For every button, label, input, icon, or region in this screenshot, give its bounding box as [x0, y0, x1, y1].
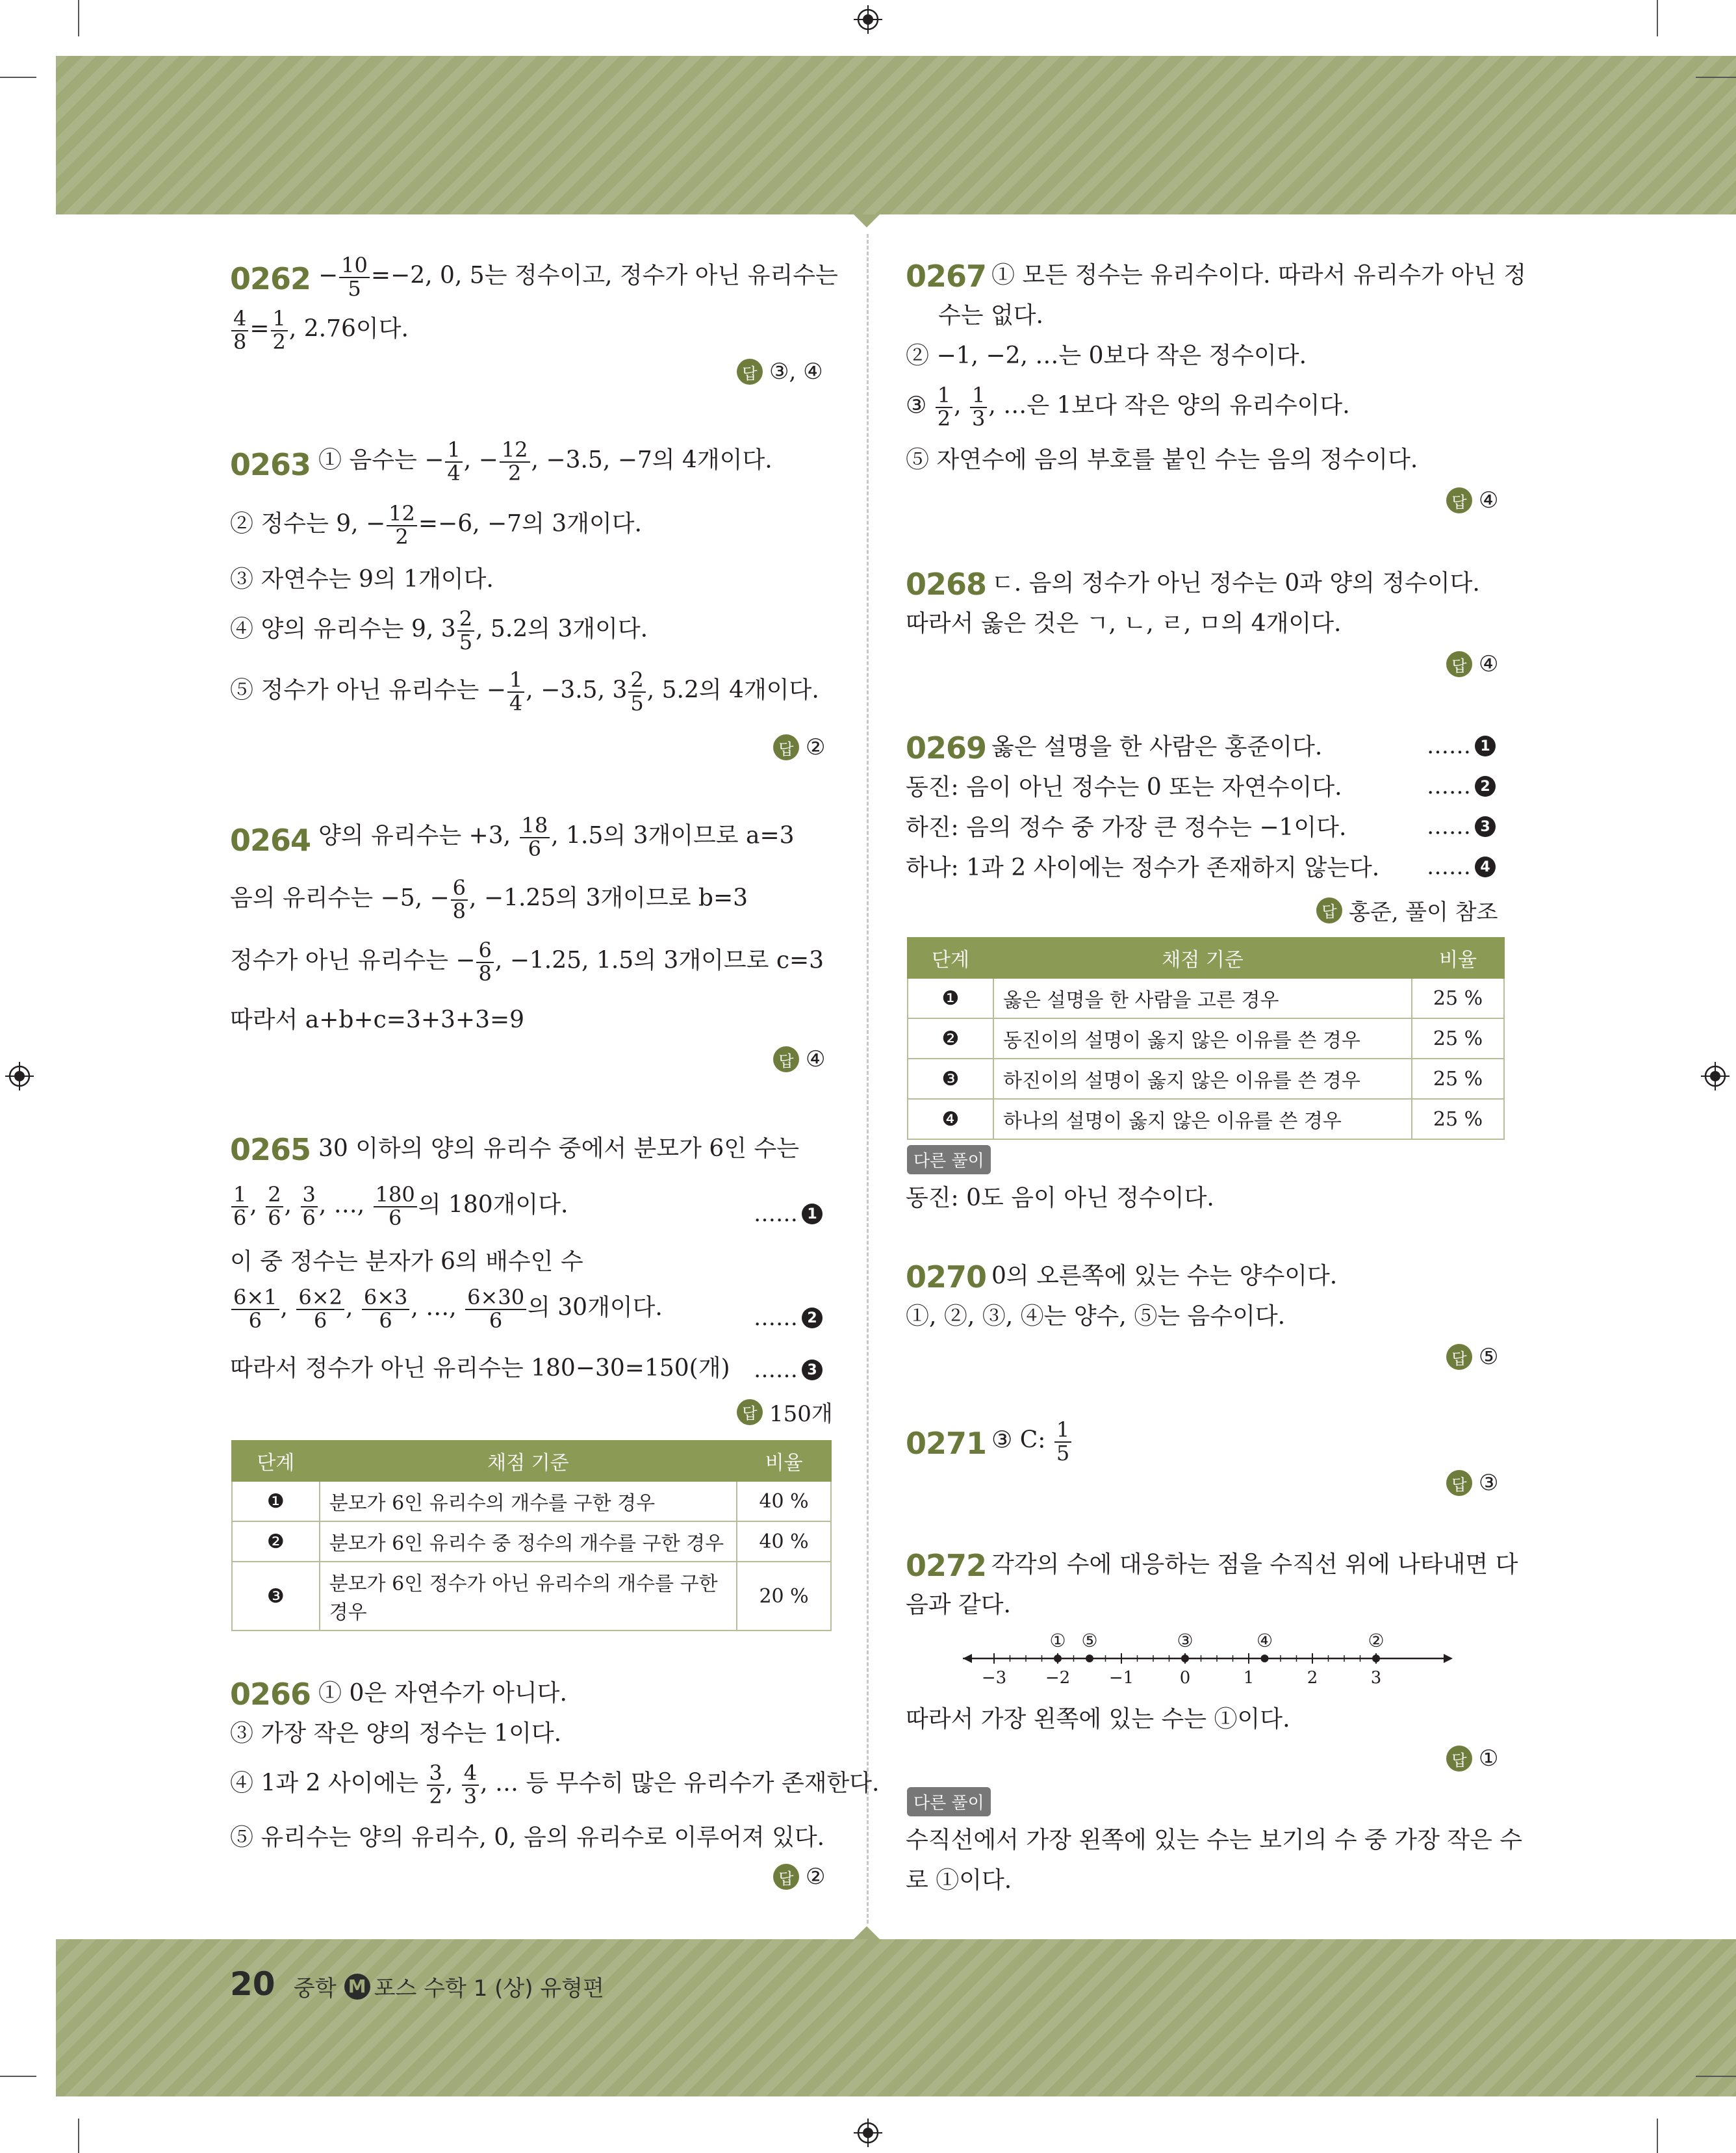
- problem-line: 하나: 1과 2 사이에는 정수가 존재하지 않는다.: [906, 855, 1380, 881]
- problem-number: 0263: [230, 447, 311, 482]
- fraction: $\frac{1}{2}$: [271, 308, 288, 353]
- step-marker: …… 3: [754, 1357, 823, 1383]
- problem-number: 0267: [906, 259, 987, 294]
- tick-label: 0: [1179, 1668, 1191, 1686]
- problem-line: $\frac{6\times 1}{6}$ , $\frac{6\times 2}{6}$ , $\frac{6\times 3}{6}$ , …, $\frac{6\times 30}{6}$ 의 30개이다.: [230, 1287, 663, 1332]
- number-line-point: [1372, 1655, 1380, 1662]
- tick-label: −1: [1108, 1668, 1134, 1686]
- step-marker: …… 4: [1427, 854, 1496, 880]
- answer: 답 ④: [773, 1046, 825, 1072]
- answer-badge: 답: [737, 359, 763, 385]
- number-line-point: [1181, 1655, 1189, 1662]
- table-row: ❹ 하나의 설명이 옳지 않은 이유를 쓴 경우 25 %: [908, 1099, 1504, 1139]
- answer: 답 홍준, 풀이 참조: [1316, 894, 1498, 926]
- point-label: ②: [1368, 1630, 1385, 1651]
- registration-mark-icon: [854, 5, 882, 34]
- table-row: ❶ 분모가 6인 유리수의 개수를 구한 경우 40 %: [232, 1481, 831, 1521]
- m-logo-icon: M: [344, 1974, 370, 2000]
- fraction: $\frac{4}{8}$: [231, 308, 248, 353]
- crop-mark: [1696, 2076, 1736, 2077]
- problem-number: 0272: [906, 1548, 987, 1583]
- alt-solution-text: 로 ①이다.: [906, 1867, 1012, 1894]
- tick-label: −3: [981, 1668, 1007, 1686]
- problem-line: 음과 같다.: [906, 1592, 1011, 1618]
- problem-line: ① 음수는 − $\frac{1}{4}$ , − $\frac{12}{2}$ , −3.5, −7의 4개이다.: [318, 437, 772, 485]
- table-row: ❷ 분모가 6인 유리수 중 정수의 개수를 구한 경우 40 %: [232, 1521, 831, 1562]
- alt-solution-text: 수직선에서 가장 왼쪽에 있는 수는 보기의 수 중 가장 작은 수: [906, 1827, 1523, 1853]
- point-label: ⑤: [1081, 1630, 1098, 1651]
- problem-line: 따라서 정수가 아닌 유리수는 180−30=150(개): [230, 1355, 730, 1382]
- arrow-left-icon: [963, 1654, 972, 1663]
- answer: 답 ③: [1446, 1470, 1498, 1496]
- book-title-rest: 포스 수학 1 (상) 유형편: [374, 1976, 604, 2002]
- problem-line: $\frac{1}{6}$ , $\frac{2}{6}$ , $\frac{3}{6}$ , …, $\frac{180}{6}$ 의 180개이다.: [230, 1184, 568, 1229]
- problem-line: ④ 양의 유리수는 9, 3 $\frac{2}{5}$ , 5.2의 3개이다.: [230, 606, 648, 654]
- header-band: [56, 56, 1736, 214]
- problem-number: 0262: [230, 261, 311, 296]
- problem-line: 옳은 설명을 한 사람은 홍준이다.: [991, 734, 1323, 760]
- problem-line: 따라서 가장 왼쪽에 있는 수는 ①이다.: [906, 1706, 1290, 1733]
- header-notch: [854, 214, 880, 227]
- problem-line: ⑤ 유리수는 양의 유리수, 0, 음의 유리수로 이루어져 있다.: [230, 1824, 825, 1851]
- crop-mark: [0, 2076, 36, 2077]
- crop-mark: [1657, 2119, 1658, 2153]
- page-number: 20: [230, 1965, 275, 2003]
- problem-number: 0265: [230, 1132, 311, 1167]
- fraction: $\frac{10}{5}$: [339, 255, 370, 300]
- step-marker: …… 2: [754, 1305, 823, 1331]
- problem-line: ③ C: $\frac{1}{5}$: [991, 1419, 1073, 1464]
- problem-line: 양의 유리수는 +3, $\frac{18}{6}$ , 1.5의 3개이므로 a=3: [318, 813, 795, 861]
- number-line-point: [1054, 1655, 1062, 1662]
- problem-line: ③ $\frac{1}{2}$ , $\frac{1}{3}$ , …은 1보다 작은 양의 유리수이다.: [906, 383, 1350, 431]
- problem-line: ② 정수는 9, − $\frac{12}{2}$ =−6, −7의 3개이다.: [230, 501, 642, 549]
- problem-number: 0269: [906, 730, 987, 766]
- table-row: ❸ 분모가 6인 정수가 아닌 유리수의 개수를 구한 경우 20 %: [232, 1562, 831, 1631]
- answer: 답 ④: [1446, 487, 1498, 513]
- problem-line: 정수가 아닌 유리수는 − $\frac{6}{8}$ , −1.25, 1.5의 3개이므로 c=3: [230, 938, 824, 986]
- answer: 답 ③, ④: [737, 359, 823, 385]
- problem-line: ② −1, −2, …는 0보다 작은 정수이다.: [906, 342, 1307, 369]
- tick-label: 1: [1243, 1668, 1255, 1686]
- answer: 답 ②: [773, 1864, 825, 1890]
- registration-mark-icon: [854, 2119, 882, 2147]
- problem-line: ④ 1과 2 사이에는 $\frac{3}{2}$ , $\frac{4}{3}$ , … 등 무수히 많은 유리수가 존재한다.: [230, 1760, 880, 1809]
- problem-line: ① 모든 정수는 유리수이다. 따라서 유리수가 아닌 정: [991, 262, 1527, 289]
- crop-mark: [0, 77, 36, 78]
- step-marker: …… 3: [1427, 814, 1496, 840]
- problem-number: 0266: [230, 1677, 311, 1712]
- book-title-prefix: 중학: [294, 1976, 337, 2002]
- answer: 답 ⑤: [1446, 1344, 1498, 1370]
- number-line: [962, 1621, 1455, 1686]
- registration-mark-icon: [1701, 1062, 1730, 1090]
- problem-line: 0의 오른쪽에 있는 수는 양수이다.: [991, 1263, 1338, 1289]
- grading-table: 단계 채점 기준 비율 ❶ 옳은 설명을 한 사람을 고른 경우 25 % ❷ 동진이의 설명이 옳지 않은 이유를 쓴 경우 25 % ❸ 하진이의 설명이 옳지 않은 이유를 쓴 경우 25 % ❹ 하나의 설명이 옳지 않은 이유를 쓴 경우 25 %: [907, 937, 1505, 1140]
- step-marker: …… 2: [1427, 773, 1496, 799]
- tick-label: −2: [1045, 1668, 1071, 1686]
- alt-solution-label: 다른 풀이: [907, 1145, 991, 1174]
- table-row: ❸ 하진이의 설명이 옳지 않은 이유를 쓴 경우 25 %: [908, 1059, 1504, 1099]
- answer: 답 ④: [1446, 651, 1498, 677]
- problem-number: 0271: [906, 1426, 987, 1461]
- column-divider: [867, 234, 869, 1924]
- problem-number: 0270: [906, 1259, 987, 1295]
- problem-line: 따라서 a+b+c=3+3+3=9: [230, 1007, 525, 1033]
- answer: 답 150개: [737, 1396, 833, 1428]
- point-label: ④: [1256, 1630, 1273, 1651]
- problem-line: 이 중 정수는 분자가 6의 배수인 수: [230, 1248, 583, 1275]
- number-line-point: [1261, 1655, 1269, 1662]
- tick-label: 2: [1307, 1668, 1318, 1686]
- footer-band: [56, 1939, 1736, 2096]
- answer: 답 ①: [1446, 1746, 1498, 1772]
- problem-line: $\frac{4}{8}$ = $\frac{1}{2}$ , 2.76이다.: [230, 308, 409, 353]
- problem-line: ① 0은 자연수가 아니다.: [318, 1680, 567, 1707]
- problem-line: 따라서 옳은 것은 ㄱ, ㄴ, ㄹ, ㅁ의 4개이다.: [906, 610, 1342, 637]
- crop-mark: [78, 0, 79, 36]
- problem-line: ③ 자연수는 9의 1개이다.: [230, 566, 494, 593]
- table-row: ❶ 옳은 설명을 한 사람을 고른 경우 25 %: [908, 978, 1504, 1018]
- problem-line: 하진: 음의 정수 중 가장 큰 정수는 −1이다.: [906, 814, 1347, 841]
- step-marker: …… 1: [754, 1201, 823, 1227]
- alt-solution-label: 다른 풀이: [907, 1787, 991, 1816]
- book-title: [294, 1970, 604, 2002]
- answer: 답 ②: [773, 734, 825, 760]
- footer-notch: [854, 1926, 880, 1939]
- problem-number: 0264: [230, 823, 311, 858]
- problem-line: ①, ②, ③, ④는 양수, ⑤는 음수이다.: [906, 1303, 1286, 1330]
- point-label: ①: [1049, 1630, 1066, 1651]
- problem-line: − $\frac{10}{5}$ =−2, 0, 5는 정수이고, 정수가 아닌 유리수는: [318, 253, 838, 301]
- problem-line: ⑤ 자연수에 음의 부호를 붙인 수는 음의 정수이다.: [906, 446, 1418, 473]
- arrow-right-icon: [1444, 1654, 1453, 1663]
- point-label: ③: [1177, 1630, 1194, 1651]
- number-line-point: [1086, 1655, 1093, 1662]
- problem-line: 동진: 음이 아닌 정수는 0 또는 자연수이다.: [906, 774, 1342, 801]
- grading-table: 단계 채점 기준 비율 ❶ 분모가 6인 유리수의 개수를 구한 경우 40 % ❷ 분모가 6인 유리수 중 정수의 개수를 구한 경우 40 % ❸ 분모가 6인 정수가 아닌 유리수의 개수를 구한 경우 20 %: [231, 1440, 832, 1631]
- alt-solution-text: 동진: 0도 음이 아닌 정수이다.: [906, 1185, 1214, 1211]
- step-marker: …… 1: [1427, 733, 1496, 759]
- problem-line: 30 이하의 양의 유리수 중에서 분모가 6인 수는: [318, 1135, 800, 1162]
- problem-line: 수는 없다.: [938, 302, 1043, 329]
- problem-line: ⑤ 정수가 아닌 유리수는 − $\frac{1}{4}$ , −3.5, 3 $\frac{2}{5}$ , 5.2의 4개이다.: [230, 667, 819, 716]
- problem-line: 음의 유리수는 −5, − $\frac{6}{8}$ , −1.25의 3개이므로 b=3: [230, 875, 748, 923]
- table-row: ❷ 동진이의 설명이 옳지 않은 이유를 쓴 경우 25 %: [908, 1018, 1504, 1059]
- crop-mark: [1657, 0, 1658, 36]
- registration-mark-icon: [5, 1062, 34, 1090]
- crop-mark: [78, 2119, 79, 2153]
- crop-mark: [1696, 77, 1736, 78]
- problem-line: ③ 가장 작은 양의 정수는 1이다.: [230, 1720, 562, 1747]
- problem-line: 각각의 수에 대응하는 점을 수직선 위에 나타내면 다: [991, 1551, 1518, 1578]
- problem-line: ㄷ. 음의 정수가 아닌 정수는 0과 양의 정수이다.: [991, 570, 1480, 597]
- tick-label: 3: [1370, 1668, 1382, 1686]
- problem-number: 0268: [906, 567, 987, 602]
